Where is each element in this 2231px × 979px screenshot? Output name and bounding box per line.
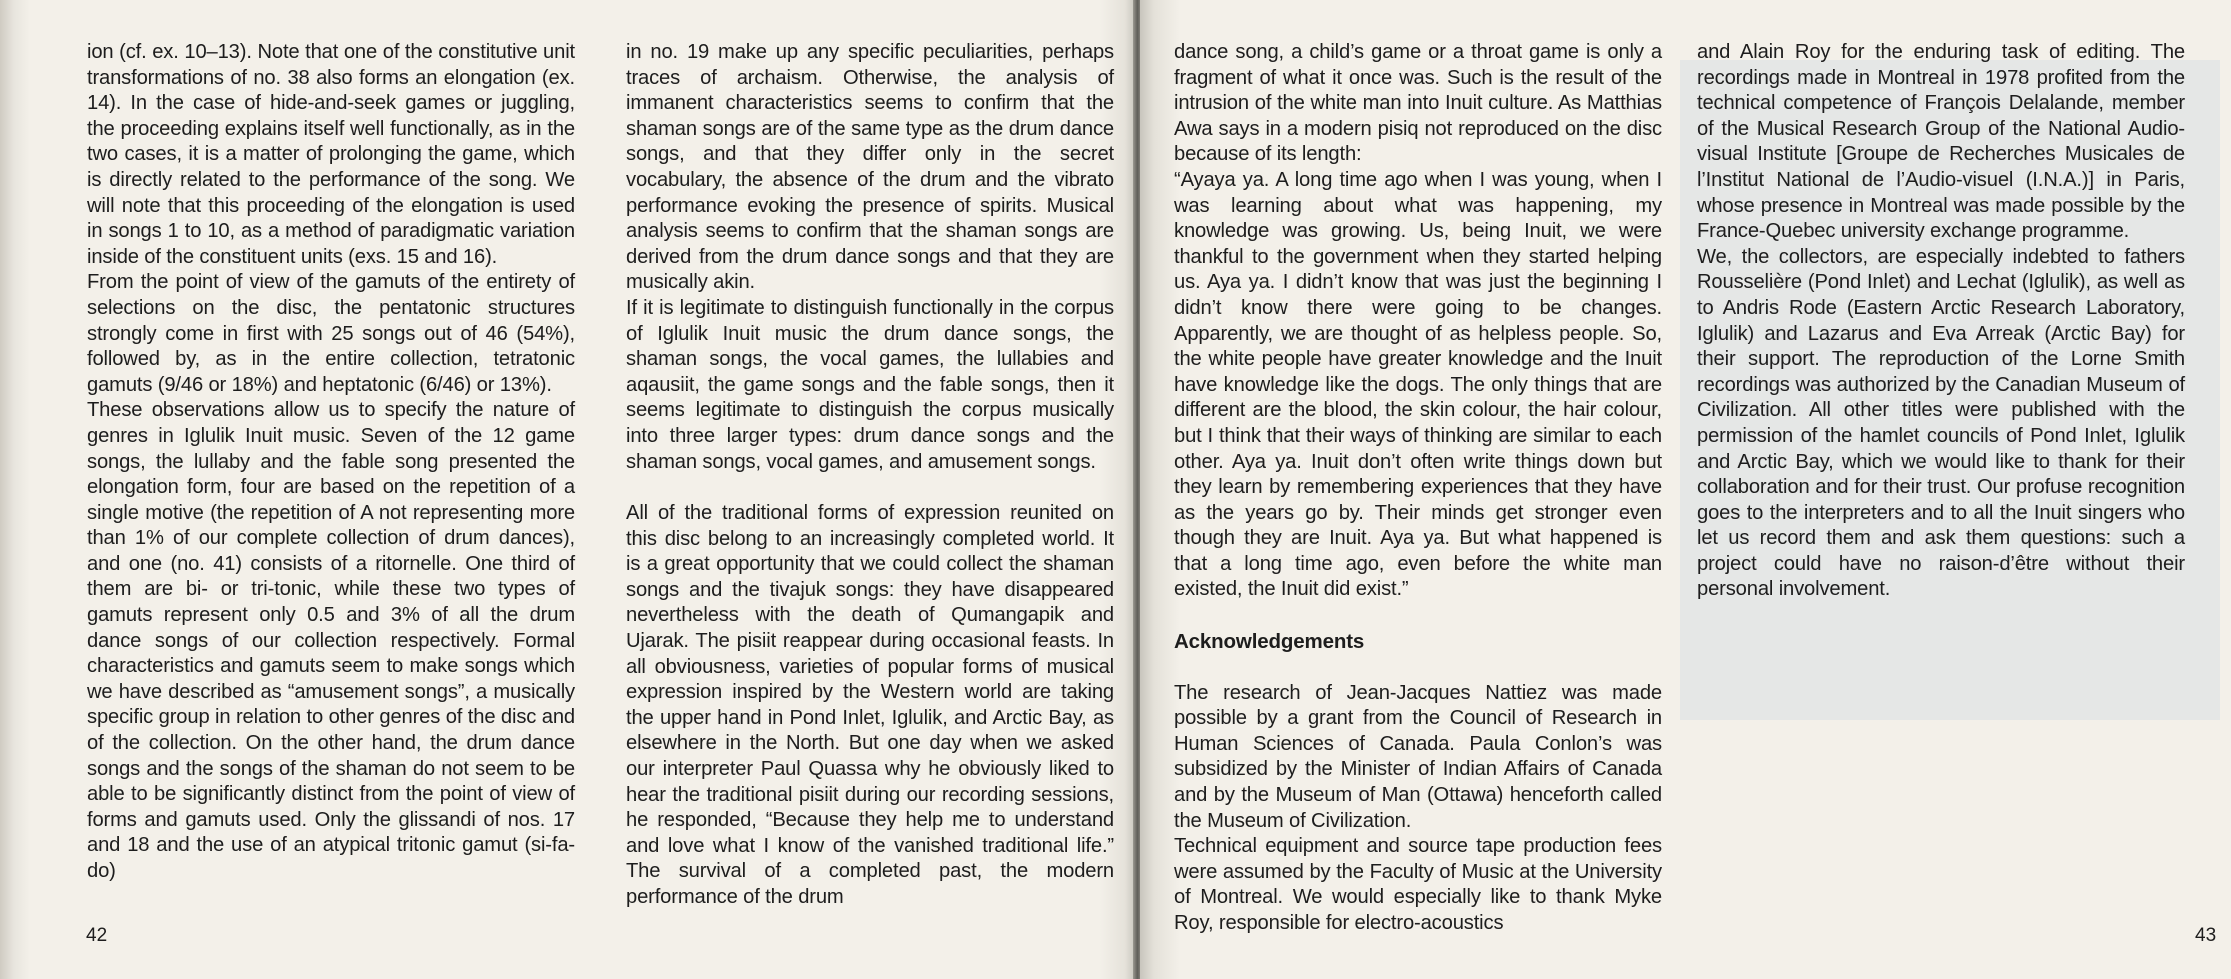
page-number-left: 42 <box>86 925 108 946</box>
section-heading: Acknowledgements <box>1174 630 1365 654</box>
paragraph: and Alain Roy for the enduring task of editing. The recordings made in Montreal in 1978 profited from the technical competence of François Delalande, member of the Musical Research Group of the National Audio-visual Institute [Groupe de Recherches Musicales de l’Institut National de l’Audio-visuel (I.N.A.)] in Paris, whose presence in Montreal was made possible by the France-Quebec university exchange programme. <box>1697 41 2185 243</box>
paragraph: “Ayaya ya. A long time ago when I was young, when I was learning about what was happening, my knowledge was growing. Us, being Inuit, we were thankful to the government when they started helping us. Aya ya. I didn’t know that was just the beginning I didn’t know there were going to be changes. Apparently, we are thought of as helpless people. So, the white people have greater knowledge and the Inuit have knowledge like the dogs. The only things that are different are the blood, the skin colour, the hair colour, but I think that their ways of thinking are similar to each other. Aya ya. Inuit don’t often write things down but they learn by remembering experiences that they have as the years go by. Their minds get stronger even though they are Inuit. Aya ya. But what happened is that a long time ago, even before the white man existed, the Inuit did exist.” <box>1174 168 1662 601</box>
right-column-1 <box>1174 40 1662 937</box>
right-page <box>1140 0 2231 979</box>
paragraph: If it is legitimate to distinguish functionally in the corpus of Iglulik Inuit music the drum dance songs, the shaman songs, the vocal games, the lullabies and aqausiit, the game songs and the fable songs, then it seems legitimate to distinguish the corpus musically into three larger types: drum dance songs and the shaman songs, vocal games, and amusement songs. <box>626 296 1114 473</box>
paragraph: dance song, a child’s game or a throat game is only a fragment of what it once was. Such is the result of the intrusion of the white man into Inuit culture. As Matthias Awa says in a modern pisiq not reproduced on the disc because of its length: <box>1174 41 1662 166</box>
paragraph: The research of Jean-Jacques Nattiez was made possible by a grant from the Council of Research in Human Sciences of Canada. Paula Conlon’s was subsidized by the Minister of Indian Affairs of Canada and by the Museum of Man (Ottawa) henceforth called the Museum of Civilization. <box>1174 681 1662 832</box>
paragraph: All of the traditional forms of expression reunited on this disc belong to an increasingly completed world. It is a great opportunity that we could collect the shaman songs and the tivajuk songs: they have disappeared nevertheless with the death of Qumangapik and Ujarak. The pisiit reappear during occasional feasts. In all obviousness, varieties of popular forms of musical expression inspired by the Western world are taking the upper hand in Pond Inlet, Iglulik, and Arctic Bay, as elsewhere in the North. But one day when we asked our interpreter Paul Quassa why he obviously liked to hear the traditional pisiit during our recording sessions, he responded, “Because they help me to understand and love what I know of the vanished traditional life.” The survival of a completed past, the modern performance of the drum <box>626 502 1114 908</box>
paragraph: in no. 19 make up any specific peculiarities, perhaps traces of archaism. Otherwise, the analysis of immanent characteristics seems to confirm that the shaman songs are of the same type as the drum dance songs, and that they differ only in the secret vocabulary, the absence of the drum and the vibrato performance evoking the presence of spirits. Musical analysis seems to confirm that the shaman songs are derived from the drum dance songs and that they are musically akin. <box>626 41 1114 294</box>
paragraph: Technical equipment and source tape production fees were assumed by the Faculty of Music at the University of Montreal. We would especially like to thank Myke Roy, responsible for electro-acoustics <box>1174 835 1662 934</box>
paragraph: ion (cf. ex. 10–13). Note that one of the constitutive unit transformations of no. 38 also forms an elongation (ex. 14). In the case of hide-and-seek games or juggling, the proceeding explains itself well functionally, as in the two cases, it is a matter of prolonging the game, which is directly related to the performance of the song. We will note that this proceeding of the elongation is used in songs 1 to 10, as a method of paradigmatic variation inside of the constituent units (exs. 15 and 16). <box>87 41 575 268</box>
right-column-2 <box>1697 40 2185 603</box>
page-number-right: 43 <box>2195 925 2217 946</box>
left-column-2 <box>626 40 1114 911</box>
left-column-1 <box>87 40 575 885</box>
paragraph: From the point of view of the gamuts of the entirety of selections on the disc, the pentatonic structures strongly come in first with 25 songs out of 46 (54%), followed by, as in the entire collection, tetratonic gamuts (9/46 or 18%) and heptatonic (6/46) or 13%). <box>87 271 575 396</box>
paragraph: These observations allow us to specify the nature of genres in Iglulik Inuit music. Seven of the 12 game songs, the lullaby and the fable song presented the elongation form, four are based on the repetition of a single motive (the repetition of A not representing more than 1% of our complete collection of drum dances), and one (no. 41) consists of a ritornelle. One third of them are bi- or tri-tonic, while these two types of gamuts represent only 0.5 and 3% of all the drum dance songs of our collection respectively. Formal characteristics and gamuts seem to make songs which we have described as “amusement songs”, a musically specific group in relation to other genres of the disc and of the collection. On the other hand, the drum dance songs and the songs of the shaman do not seem to be able to be significantly distinct from the point of view of forms and gamuts used. Only the glissandi of nos. 17 and 18 and the use of an atypical tritonic gamut (si-fa-do) <box>87 399 575 882</box>
paragraph: We, the collectors, are especially indebted to fathers Rousselière (Pond Inlet) and Lechat (Iglulik), as well as to Andris Rode (Eastern Arctic Research Laboratory, Iglulik) and Lazarus and Eva Arreak (Arctic Bay) for their support. The reproduction of the Lorne Smith recordings was authorized by the Canadian Museum of Civilization. All other titles were published with the permission of the hamlet councils of Pond Inlet, Iglulik and Arctic Bay, which we would like to thank for their collaboration and for their trust. Our profuse recognition goes to the interpreters and to all the Inuit singers who let us record them and ask them questions: such a project could have no raison-d’être without their personal involvement. <box>1697 245 2185 601</box>
